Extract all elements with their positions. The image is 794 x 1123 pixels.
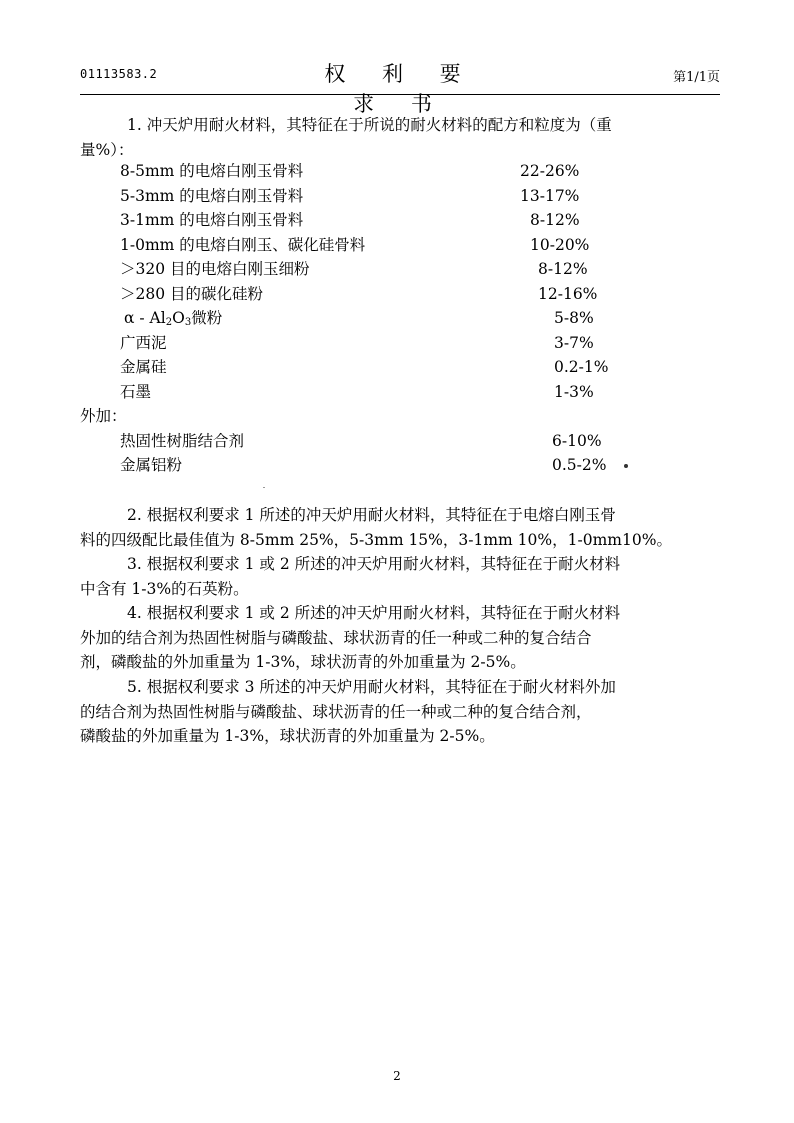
formula-row xyxy=(80,257,720,282)
claim3-line2: 中含有 1-3%的石英粉。 xyxy=(80,579,249,598)
formula-item-value: 10-20% xyxy=(530,235,590,254)
stray-speck xyxy=(263,487,265,488)
formula-item-value: 5-8% xyxy=(554,309,594,327)
formula-item-name: 8-5mm 的电熔白刚玉骨料 xyxy=(120,162,304,180)
claim4 xyxy=(80,601,720,675)
formula-row xyxy=(80,282,720,307)
formula-item-value: 12-16% xyxy=(538,284,598,303)
formula-item-name: 1-0mm 的电熔白刚玉、碳化硅骨料 xyxy=(120,235,366,254)
formula-row xyxy=(80,233,720,258)
formula-item-name: ＞280 目的碳化硅粉 xyxy=(120,284,264,303)
claim3 xyxy=(80,552,720,601)
additive-value: 6-10% xyxy=(552,431,602,450)
header-rule xyxy=(80,94,720,95)
claim2-line1: 2. 根据权利要求 1 所述的冲天炉用耐火材料，其特征在于电熔白刚玉骨 xyxy=(127,506,616,524)
claim5-line2: 的结合剂为热固性树脂与磷酸盐、球状沥青的任一种或二种的复合结合剂， xyxy=(80,702,592,721)
claim2-line2: 料的四级配比最佳值为 8-5mm 25%，5-3mm 15%，3-1mm 10%，1-0mm10%。 xyxy=(80,530,672,549)
additive-name: 金属铝粉 xyxy=(120,456,183,474)
page-number: 2 xyxy=(393,1069,401,1083)
claim5-line1: 5. 根据权利要求 3 所述的冲天炉用耐火材料，其特征在于耐火材料外加 xyxy=(127,678,616,696)
formula-item-name: 广西泥 xyxy=(120,333,167,352)
additive-name: 热固性树脂结合剂 xyxy=(120,431,245,450)
formula-item-value: 22-26% xyxy=(520,162,580,180)
formula-item-value: 8-12% xyxy=(538,260,588,278)
claim4-line2: 外加的结合剂为热固性树脂与磷酸盐、球状沥青的任一种或二种的复合结合 xyxy=(80,628,592,647)
formula-item-value: 8-12% xyxy=(530,211,580,229)
formula-item-name: 石墨 xyxy=(120,382,152,401)
claim5-line3: 磷酸盐的外加重量为 1-3%，球状沥青的外加重量为 2-5%。 xyxy=(80,727,495,745)
formula-item-value: 1-3% xyxy=(554,382,594,401)
claim3-line1: 3. 根据权利要求 1 或 2 所述的冲天炉用耐火材料，其特征在于耐火材料 xyxy=(127,555,621,573)
page-header xyxy=(80,58,720,116)
formula-item-name: 5-3mm 的电熔白刚玉骨料 xyxy=(120,186,304,205)
formula-row xyxy=(80,355,720,380)
formula-item-name: ＞320 目的电熔白刚玉细粉 xyxy=(120,260,310,278)
additive-label-row xyxy=(80,404,720,429)
formula-row xyxy=(80,306,720,331)
formula-row xyxy=(80,184,720,209)
page-info: 第1/1页 xyxy=(673,70,720,85)
claim1-intro-line1: 1. 冲天炉用耐火材料，其特征在于所说的耐火材料的配方和粒度为（重 xyxy=(127,116,612,134)
formula-item-name: 金属硅 xyxy=(120,358,167,376)
stray-mark xyxy=(624,464,628,468)
formula-item-value: 3-7% xyxy=(554,333,594,352)
additive-value: 0.5-2% xyxy=(552,456,607,474)
application-number: 01113583.2 xyxy=(80,67,158,81)
additive-row xyxy=(80,429,720,454)
claim2 xyxy=(80,503,720,552)
additive-label: 外加： xyxy=(80,407,127,425)
formula-item-value: 13-17% xyxy=(520,186,580,205)
formula-row xyxy=(80,159,720,184)
formula-row xyxy=(80,380,720,405)
formula-row xyxy=(80,331,720,356)
claim1-intro xyxy=(80,113,720,162)
document-title: 权 利 要 求 书 xyxy=(324,62,476,116)
claim4-line3: 剂，磷酸盐的外加重量为 1-3%，球状沥青的外加重量为 2-5%。 xyxy=(80,653,526,671)
formula-item-name: α - $Al_2O_3$微粉 xyxy=(124,309,223,328)
claim5 xyxy=(80,675,720,749)
formula-item-value: 0.2-1% xyxy=(554,358,609,376)
claim4-line1: 4. 根据权利要求 1 或 2 所述的冲天炉用耐火材料，其特征在于耐火材料 xyxy=(127,604,621,622)
claim1-intro-line2: 量%）： xyxy=(80,140,134,159)
formula-item-name: 3-1mm 的电熔白刚玉骨料 xyxy=(120,211,304,229)
formula-row xyxy=(80,208,720,233)
formula-table xyxy=(80,159,720,479)
